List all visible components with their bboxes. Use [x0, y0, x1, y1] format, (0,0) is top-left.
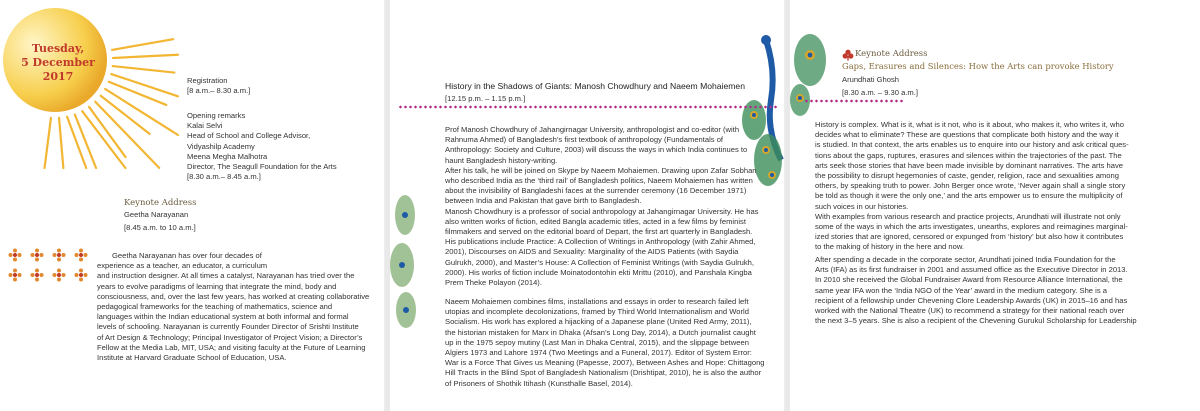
session-time: [12.15 p.m. – 1.15 p.m.]	[445, 94, 526, 103]
text-line: After his talk, he will be joined on Skype by Naeem Mohaiemen. Drawing upon Zafar Sobhan	[445, 165, 757, 175]
right-paragraph-2	[815, 255, 1195, 326]
text-line: decides what to eliminate? These are questions that complicate both history and the way it	[815, 130, 1119, 140]
left-page	[0, 0, 385, 411]
middle-page	[390, 0, 785, 411]
text-line: about the invisibility of Bangladeshi faces at the surrender ceremony (16 December 1971)	[445, 186, 747, 196]
text-line: of Art Design & Technology; Principal Investigator of Project Vision; a Director’s	[97, 332, 363, 342]
sun-ray	[109, 82, 166, 105]
text-line: some of the ways in which the arts investigates, unearths, explores and reimagines marginal-	[815, 222, 1128, 232]
text-line: up in the 1975 sepoy mutiny (Last Man in Dhaka Central, 2015), and the slippage between	[445, 337, 749, 347]
text-line: Hill Tracts in the Blind Spot of Bangladesh Nationalism (Drishtipat, 2010), he is also the author	[445, 368, 762, 378]
date-weekday: Tuesday,	[31, 42, 85, 55]
sun-ray	[59, 118, 63, 168]
registration-block	[187, 76, 377, 96]
session-title: History in the Shadows of Giants: Manosh Chowdhury and Naeem Mohaiemen	[445, 81, 745, 91]
text-line: Anthropology: Society and Culture, 2003) will discuss the ways in which India continues to	[445, 145, 748, 155]
right-speaker: Arundhati Ghosh	[842, 75, 899, 84]
sun-ray	[82, 111, 125, 168]
text-line: same year IFA won the ‘India NGO of the Year’ award in the medium category. She is a	[815, 285, 1107, 295]
text-line: With examples from various research and practice projects, Arundhati will illustrate not only	[815, 211, 1121, 221]
date-year: 2017	[42, 70, 74, 83]
text-line: between India and Pakistan that gave birth to Bangladesh.	[445, 196, 642, 206]
peacock-tail-illustration	[790, 30, 840, 120]
sun-illustration	[0, 0, 180, 170]
registration-time: [8 a.m.– 8.30 a.m.]	[187, 86, 251, 96]
right-paragraph-1	[815, 120, 1195, 253]
text-line: War is a Force That Gives us Meaning (Papesse, 2007), Between Ashes and Hope: Chittagong	[445, 358, 765, 368]
text-line: worked with the National Theatre (UK) to recommend a strategy for their national reach over	[815, 306, 1125, 316]
text-line: Fellow at the Media Lab, MIT, USA; and visiting faculty at the Future of Learning	[97, 342, 366, 352]
right-dotted-divider	[804, 99, 904, 103]
flower-ornament-icon	[8, 268, 22, 282]
sun-ray	[112, 39, 173, 50]
text-line: haunt Bangladesh history-writing.	[445, 155, 558, 165]
opening-speaker-2: Meena Megha Malhotra	[187, 151, 268, 161]
opening-label: Opening remarks	[187, 111, 246, 120]
text-line: levels of schooling. Narayanan is currently Founder Director of Srishti Institute	[97, 322, 359, 332]
text-line: tions about the gaps, ruptures, erasures and silences within the trajectories of the past. The	[815, 150, 1122, 160]
flower-ornament-icon	[74, 248, 88, 262]
text-line: the next 3–5 years. She is also a recipient of the Chevening Gurukul Scholarship for Leadership	[815, 316, 1137, 326]
flower-ornament-icon	[8, 248, 22, 262]
text-line: is studied. In that context, the arts enables us to enquire into our history and ask critical ques-	[815, 140, 1129, 150]
sun-ray	[113, 55, 178, 58]
text-line: who described India as the ‘third rail’ of Bangladesh politics, Naeem Mohaiemen has written	[445, 176, 753, 186]
keynote-label: Keynote Address	[124, 198, 197, 208]
text-line: Institute at Harvard Graduate School of Education, USA.	[97, 353, 287, 363]
text-line: In 2010 she received the Global Fundraiser Award from Resource Alliance International, the	[815, 275, 1123, 285]
text-line: Gulrukh, 2000), and Master’s House: A Collection of Feminist Writings (with Saydia Gulrukh,	[445, 257, 754, 267]
flower-ornament-icon	[52, 268, 66, 282]
text-line: Rahnuma Ahmed) of Bangladesh’s first textbook of anthropology (Fundamentals of	[445, 135, 724, 145]
text-line: Manosh Chowdhury is a professor of social anthropology at Jahangirnagar University. He has	[445, 206, 759, 216]
registration-label: Registration	[187, 76, 228, 85]
keynote-speaker: Geetha Narayanan	[124, 210, 189, 219]
event-date	[8, 42, 108, 84]
sun-ray	[113, 66, 175, 72]
flower-ornament-icon	[74, 268, 88, 282]
keynote-time: [8.45 a.m. to 10 a.m.]	[124, 223, 196, 233]
text-line: such voices in our histories.	[815, 201, 909, 211]
text-line: utopias and incomplete decolonizations, framed by Third World Internationalism and World	[445, 307, 749, 317]
text-line: the historian mistaken for Marx in Dhaka (Afsan’s Long Day, 2014), a Dutch journalist caught	[445, 327, 756, 337]
text-line: to the making of history in the here and now.	[815, 242, 965, 252]
text-line: recipient of a fellowship under Chevening Clore Leadership Awards (UK) in 2015–16 and has	[815, 295, 1128, 305]
text-line: Geetha Narayanan has over four decades of	[112, 251, 262, 260]
flower-ornament-icon	[52, 248, 66, 262]
right-page	[790, 0, 1200, 411]
opening-remarks-block	[187, 111, 382, 182]
text-line: be told as though it were the only one,’ and the arts empower us to ensure the multiplicity of	[815, 191, 1123, 201]
text-line: Arts (IFA) as its first fundraiser in 2001 and assumed office as the Executive Director in 2013.	[815, 265, 1128, 275]
text-line: Prof Manosh Chowdhury of Jahangirnagar University, anthropologist and co-editor (with	[445, 125, 740, 134]
opening-time: [8.30 a.m.– 8.45 a.m.]	[187, 172, 261, 182]
text-line: languages within the Indian educational system at both informal and formal	[97, 312, 349, 322]
dotted-divider	[398, 105, 778, 109]
text-line: others, by speaking truth to power. John Berger once wrote, ‘Never again shall a single story	[815, 181, 1126, 191]
sun-ray	[67, 117, 86, 168]
peacock-feather-illustration	[390, 175, 425, 335]
text-line: His publications include Practice: A Collection of Writings in Anthropology (with Zahir Ahmed,	[445, 237, 756, 247]
text-line: ized stories that are ignored, censored or expunged from ‘history’ but also how it contributes	[815, 232, 1124, 242]
text-line: After spending a decade in the corporate sector, Arundhati joined India Foundation for the	[815, 255, 1116, 264]
text-line: Naeem Mohaiemen combines films, installations and essays in order to research failed left	[445, 297, 749, 306]
club-icon	[842, 48, 854, 60]
sun-ray	[45, 118, 51, 168]
text-line: 2001), Discourses on AIDS and Sexuality: Marginality of the AIDS Patients (with Saydia	[445, 247, 739, 257]
opening-speaker-2-role: Director, The Seagull Foundation for the Arts	[187, 162, 337, 172]
text-line: Socialism. His work has explored a hijacking of a Japanese plane (United Red Army, 2011),	[445, 317, 752, 327]
text-line: pedagogical frameworks for the teaching of mathematics, science and	[97, 302, 333, 312]
text-line: experience as a teacher, an educator, a curriculum	[97, 261, 268, 271]
keynote-block	[124, 198, 324, 233]
sun-ray	[111, 74, 178, 96]
date-day: 5 December	[21, 56, 95, 69]
mid-paragraph-2	[445, 297, 775, 389]
opening-speaker-1: Kalai Selvi	[187, 121, 223, 131]
mid-paragraph-1	[445, 125, 775, 288]
text-line: and instruction designer. At all times a catalyst, Narayanan has tried over the	[97, 271, 355, 281]
text-line: filmmakers and served on the editorial board of Depart, the first art quarterly in Bangladesh.	[445, 227, 753, 237]
text-line: Prem Theke Polayon (2014).	[445, 278, 542, 288]
text-line: Algiers 1973 and Lahore 1974 (Two Meetings and a Funeral, 2017). Editor of System Error:	[445, 348, 752, 358]
sun-ray	[75, 115, 96, 168]
text-line: years to evolve paradigms of learning that integrate the mind, body and	[97, 281, 337, 291]
text-line: 2000). His works of fiction include Moinatodontohin ekti Mrittu (2010), and Panshala Kingba	[445, 267, 752, 277]
opening-speaker-1-role-2: Vidyashilp Academy	[187, 141, 255, 151]
flower-ornament-icon	[30, 248, 44, 262]
text-line: of Prisoners of Shothik Itihash (Kunsthalle Basel, 2014).	[445, 378, 633, 388]
right-session-title: Gaps, Erasures and Silences: How the Arts can provoke History	[842, 61, 1114, 71]
text-line: also written works of fiction, edited Bangla academic titles, acted in a few films by feminist	[445, 216, 746, 226]
geetha-bio	[97, 251, 380, 363]
text-line: arts seek those stories that have been made invisible by dominant narratives. The arts have	[815, 160, 1123, 170]
text-line: History is complex. What is it, what is it not, who is it about, who makes it, who writes it, who	[815, 120, 1124, 129]
flower-ornament-icon	[30, 268, 44, 282]
right-keynote-label: Keynote Address	[855, 49, 928, 59]
right-session-time: [8.30 a.m. – 9.30 a.m.]	[842, 88, 918, 97]
text-line: consciousness, and, over the last few years, has worked at creating collaborative	[97, 291, 370, 301]
text-line: the possibility to disrupt hegemonies of caste, gender, religion, race and sexualities among	[815, 171, 1119, 181]
opening-speaker-1-role: Head of School and College Advisor,	[187, 131, 311, 141]
